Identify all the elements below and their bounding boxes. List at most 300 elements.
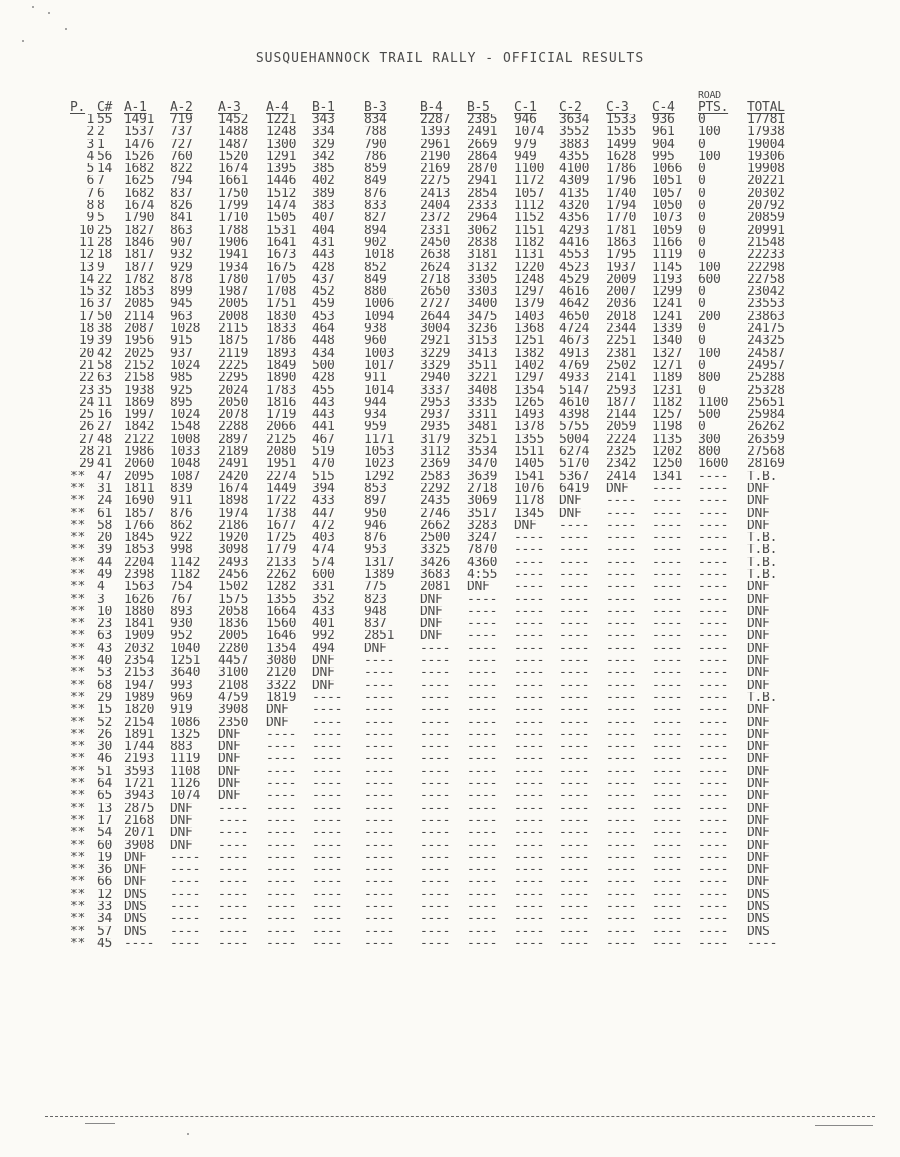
table-cell: DNF [747,593,770,606]
table-cell: 21 [78,359,94,373]
table-cell: 18 [97,249,113,262]
table-cell: 2593 [606,384,637,397]
table-cell: DNF [218,790,241,803]
table-cell: 878 [170,273,193,287]
table-cell: 343 [312,114,335,127]
table-cell: ---- [606,728,637,742]
table-cell: 385 [312,163,335,176]
table-cell: DNS [124,913,147,926]
table-cell: ---- [170,901,201,914]
table-cell: 2225 [218,359,249,373]
table-cell: 1628 [606,150,637,164]
table-cell: 1325 [170,728,201,742]
table-cell: 959 [364,421,387,434]
table-cell: 2032 [124,642,155,656]
table-row [70,852,796,864]
table-cell: 4457 [218,655,249,668]
table-cell: 3517 [467,507,498,520]
table-cell: ---- [364,704,395,717]
table-cell: 64 [97,778,113,791]
table-cell: 1682 [124,163,155,176]
table-cell: ---- [652,691,683,705]
table-cell: 979 [514,138,537,151]
column-header: A-1 [124,100,147,114]
table-cell: ---- [218,913,249,926]
table-cell: 2404 [420,200,451,213]
table-cell: ---- [559,802,590,815]
table-cell: ---- [364,876,395,889]
table-row [70,249,796,261]
table-cell: ---- [559,544,590,557]
table-cell: ---- [467,913,498,926]
table-cell: 18 [78,323,94,336]
table-cell: 14 [78,273,94,287]
table-cell: 1048 [170,458,201,471]
table-row [70,175,796,187]
table-cell: 794 [170,175,193,188]
table-cell: ---- [698,753,729,766]
table-cell: DNS [124,901,147,914]
table-cell: DNF [747,876,770,889]
table-cell: DNF [218,765,241,779]
table-cell: 1560 [266,618,297,631]
table-cell: ---- [606,765,637,779]
table-cell: 3908 [218,704,249,717]
table-cell: ---- [606,913,637,926]
table-row [70,901,796,913]
table-cell: 960 [364,335,387,348]
table-cell: 515 [312,470,335,483]
table-cell: 849 [364,273,387,287]
table-cell: ** [70,470,86,483]
table-cell: ---- [652,544,683,557]
table-cell: 0 [698,163,706,176]
table-cell: ---- [514,581,545,594]
table-cell: 827 [364,212,387,225]
table-cell: ---- [170,864,201,877]
table-row [70,655,796,667]
table-cell: 2280 [218,642,249,656]
table-cell: ---- [652,618,683,631]
table-cell: DNF [747,778,770,791]
table-cell: 1786 [266,335,297,348]
table-cell: ---- [467,937,498,951]
table-cell: ---- [124,937,155,951]
table-cell: ** [70,814,86,828]
table-cell: DNF [559,495,582,508]
table-row [70,840,796,852]
table-cell: 100 [698,126,721,139]
table-cell: 574 [312,556,335,569]
table-cell: 334 [312,126,335,139]
table-cell: ---- [698,482,729,496]
table-cell: ---- [514,864,545,877]
table-cell: ---- [698,581,729,594]
table-cell: 949 [514,150,537,164]
table-cell: 519 [312,446,335,459]
table-cell: 961 [652,126,675,139]
table-cell: 46 [97,753,113,766]
table-cell: 788 [364,126,387,139]
table-cell: 3552 [559,126,590,139]
table-cell: ---- [364,741,395,754]
table-cell: 904 [652,138,675,151]
table-cell: 1087 [170,470,201,483]
table-cell: ---- [420,753,451,766]
table-cell: DNF [747,864,770,877]
table-cell: ---- [559,655,590,668]
table-cell: ---- [559,876,590,889]
table-cell: 443 [312,409,335,422]
table-cell: ** [70,864,86,877]
table-cell: 1059 [652,224,683,237]
table-cell: 1788 [218,224,249,237]
table-cell: 433 [312,605,335,619]
table-cell: 922 [170,532,193,545]
table-cell: 3470 [467,458,498,471]
table-cell: 1947 [124,679,155,692]
table-cell: 1997 [124,409,155,422]
table-cell: 2381 [606,347,637,360]
table-cell: 1512 [266,187,297,201]
table-cell: 2875 [124,802,155,815]
table-cell: ---- [467,605,498,619]
table-cell: ---- [266,901,297,914]
table-cell: 3883 [559,138,590,151]
table-cell: 26 [78,421,94,434]
table-cell: ---- [606,814,637,828]
table-cell: 1641 [266,236,297,250]
table-cell: ---- [312,864,343,877]
table-cell: 389 [312,187,335,201]
table-cell: 2727 [420,298,451,311]
table-row [70,163,796,175]
table-cell: ---- [364,728,395,742]
table-cell: ---- [652,605,683,619]
table-cell: 1051 [652,175,683,188]
paper-speck [65,28,67,30]
table-cell: ---- [420,716,451,729]
table-cell: ---- [606,544,637,557]
table-cell: ---- [606,802,637,815]
table-cell: 2066 [266,421,297,434]
table-cell: 1057 [514,187,545,201]
column-header: ROAD PTS. [698,90,729,114]
table-cell: ---- [698,618,729,631]
column-header: C# [97,100,113,114]
table-cell: 1956 [124,335,155,348]
table-cell: 946 [514,114,537,127]
table-cell: 2624 [420,261,451,274]
table-cell: ---- [514,532,545,545]
table-cell: 1827 [124,224,155,237]
table-cell: 902 [364,236,387,250]
table-cell: 1841 [124,618,155,631]
table-cell: DNF [266,704,289,717]
table-cell: 2005 [218,298,249,311]
table-row [70,618,796,630]
table-cell: 23863 [747,310,785,324]
table-cell: ---- [467,716,498,729]
table-cell: ---- [312,790,343,803]
table-cell: ---- [312,851,343,865]
table-cell: ---- [420,790,451,803]
table-cell: ---- [514,888,545,901]
table-cell: ---- [420,728,451,742]
table-cell: 329 [312,138,335,151]
table-cell: ---- [266,925,297,938]
table-cell: 800 [698,446,721,459]
table-cell: ---- [514,814,545,828]
table-row [70,335,796,347]
table-cell: ---- [606,495,637,508]
table-cell: ---- [698,778,729,791]
table-cell: 1354 [266,642,297,656]
table-cell: 2953 [420,396,451,410]
table-row [70,434,796,446]
table-cell: 1675 [266,261,297,274]
table-cell: 58 [97,359,113,373]
table-cell: ---- [364,778,395,791]
table-cell: 2005 [218,630,249,643]
table-cell: 1389 [364,568,395,582]
table-cell: 859 [364,163,387,176]
table-cell: 998 [170,544,193,557]
table-row [70,495,796,507]
table-cell: ---- [218,802,249,815]
table-cell: ---- [652,888,683,901]
table-cell: 2115 [218,323,249,336]
table-cell: 837 [364,618,387,631]
table-cell: 0 [698,236,706,250]
table-cell: ---- [559,778,590,791]
table-cell: ---- [170,937,201,951]
table-cell: 2288 [218,421,249,434]
table-cell: 944 [364,396,387,410]
table-cell: 1520 [218,150,249,164]
table-cell: 467 [312,433,335,447]
table-cell: 2024 [218,384,249,397]
table-cell: ---- [420,704,451,717]
table-cell: 2650 [420,286,451,299]
table-cell: 1018 [364,249,395,262]
table-cell: 1869 [124,396,155,410]
table-cell: 4933 [559,372,590,385]
table-cell: ** [70,507,86,520]
table-cell: 1906 [218,236,249,250]
table-cell: 948 [364,605,387,619]
table-cell: ---- [652,507,683,520]
table-cell: 1794 [606,200,637,213]
table-cell: 1893 [266,347,297,360]
table-cell: 1403 [514,310,545,324]
table-row [70,323,796,335]
table-cell: DNF [170,827,193,840]
table-cell: ---- [698,605,729,619]
table-cell: 2190 [420,150,451,164]
table-cell: 937 [170,347,193,360]
table-cell: 2133 [266,556,297,569]
table-cell: 35 [97,384,113,397]
table-cell: 3400 [467,298,498,311]
table-cell: ---- [266,753,297,766]
table-cell: DNF [747,581,770,594]
table-cell: ** [70,888,86,901]
column-header: C-3 [606,100,629,114]
table-cell: 826 [170,200,193,213]
bottom-mark [815,1125,873,1126]
table-cell: 2287 [420,114,451,127]
table-cell: 1782 [124,273,155,287]
table-cell: ---- [266,864,297,877]
table-cell: 1751 [266,298,297,311]
table-cell: 1050 [652,200,683,213]
table-cell: 863 [170,224,193,237]
table-cell: ** [70,925,86,938]
table-cell: ---- [218,864,249,877]
column-header: B-1 [312,100,335,114]
table-cell: 1853 [124,286,155,299]
table-cell: 19 [78,335,94,348]
table-cell: 1340 [652,335,683,348]
table-cell: T.B. [747,532,778,545]
table-cell: 945 [170,298,193,311]
table-cell: 53 [97,667,113,680]
table-cell: 3511 [467,359,498,373]
table-cell: ---- [514,630,545,643]
table-cell: ** [70,593,86,606]
table-cell: 1112 [514,200,545,213]
table-cell: ---- [652,925,683,938]
table-cell: ** [70,544,86,557]
table-cell: 800 [698,372,721,385]
table-cell: ---- [364,691,395,705]
table-cell: ---- [467,851,498,865]
table-cell: 459 [312,298,335,311]
table-cell: 1126 [170,778,201,791]
table-cell: ---- [606,716,637,729]
table-cell: 2081 [420,581,451,594]
table-cell: ** [70,482,86,496]
table-cell: 2251 [606,335,637,348]
table-cell: 1094 [364,310,395,324]
table-cell: 1845 [124,532,155,545]
table-cell: 1531 [266,224,297,237]
table-cell: 9 [86,212,94,225]
table-cell: ---- [698,556,729,569]
table-cell: ---- [652,765,683,779]
table-cell: ---- [559,556,590,569]
table-cell: 2746 [420,507,451,520]
table-cell: ---- [514,642,545,656]
table-cell: ---- [514,593,545,606]
table-cell: DNF [747,741,770,754]
table-cell: 1152 [514,212,545,225]
table-cell: 1875 [218,335,249,348]
table-cell: 2864 [467,150,498,164]
table-cell: 2158 [124,372,155,385]
table-cell: ---- [266,814,297,828]
table-cell: 4724 [559,323,590,336]
table-cell: 1057 [652,187,683,201]
table-row [70,397,796,409]
table-cell: ---- [514,802,545,815]
table-cell: 4360 [467,556,498,569]
table-row [70,225,796,237]
table-cell: 1780 [218,273,249,287]
table-cell: 995 [652,150,675,164]
table-cell: ---- [652,839,683,852]
table-cell: 25 [97,224,113,237]
table-cell: 1493 [514,409,545,422]
table-cell: 2108 [218,679,249,692]
table-cell: ---- [606,519,637,533]
table-row [70,729,796,741]
table-row [70,409,796,421]
table-row [70,188,796,200]
table-cell: 31 [97,482,113,496]
table-cell: 1251 [514,335,545,348]
table-cell: ---- [559,888,590,901]
table-cell: ---- [420,655,451,668]
table-cell: 2669 [467,138,498,151]
table-cell: 1327 [652,347,683,360]
table-cell: ---- [606,556,637,569]
table-cell: 1355 [514,433,545,447]
table-cell: ---- [514,790,545,803]
table-cell: ** [70,618,86,631]
table-cell: 3100 [218,667,249,680]
table-cell: 2080 [266,446,297,459]
table-cell: ---- [467,901,498,914]
table-cell: ---- [467,888,498,901]
table-cell: 767 [170,593,193,606]
table-cell: 443 [312,396,335,410]
table-cell: 19908 [747,163,785,176]
table-cell: ---- [364,765,395,779]
table-cell: ---- [606,888,637,901]
table-cell: ---- [467,667,498,680]
table-cell: 2456 [218,568,249,582]
table-cell: ---- [312,778,343,791]
table-cell: 24957 [747,359,785,373]
table-cell: 16 [97,409,113,422]
table-cell: 0 [698,249,706,262]
table-cell: 1710 [218,212,249,225]
table-cell: DNF [747,482,770,496]
table-cell: ---- [652,827,683,840]
table-cell: 950 [364,507,387,520]
table-cell: ** [70,876,86,889]
table-cell: ---- [420,888,451,901]
table-cell: 433 [312,495,335,508]
table-cell: 3481 [467,421,498,434]
table-cell: 23553 [747,298,785,311]
table-cell: ---- [312,925,343,938]
table-cell: 1189 [652,372,683,385]
table-cell: ---- [467,876,498,889]
table-cell: DNF [218,778,241,791]
table-cell: ---- [514,876,545,889]
table-cell: 4616 [559,286,590,299]
table-cell: 2169 [420,163,451,176]
table-cell: 849 [364,175,387,188]
table-cell: DNF [747,827,770,840]
results-table [70,78,796,950]
table-cell: ---- [559,790,590,803]
table-cell: 1395 [266,163,297,176]
table-cell: 2154 [124,716,155,729]
